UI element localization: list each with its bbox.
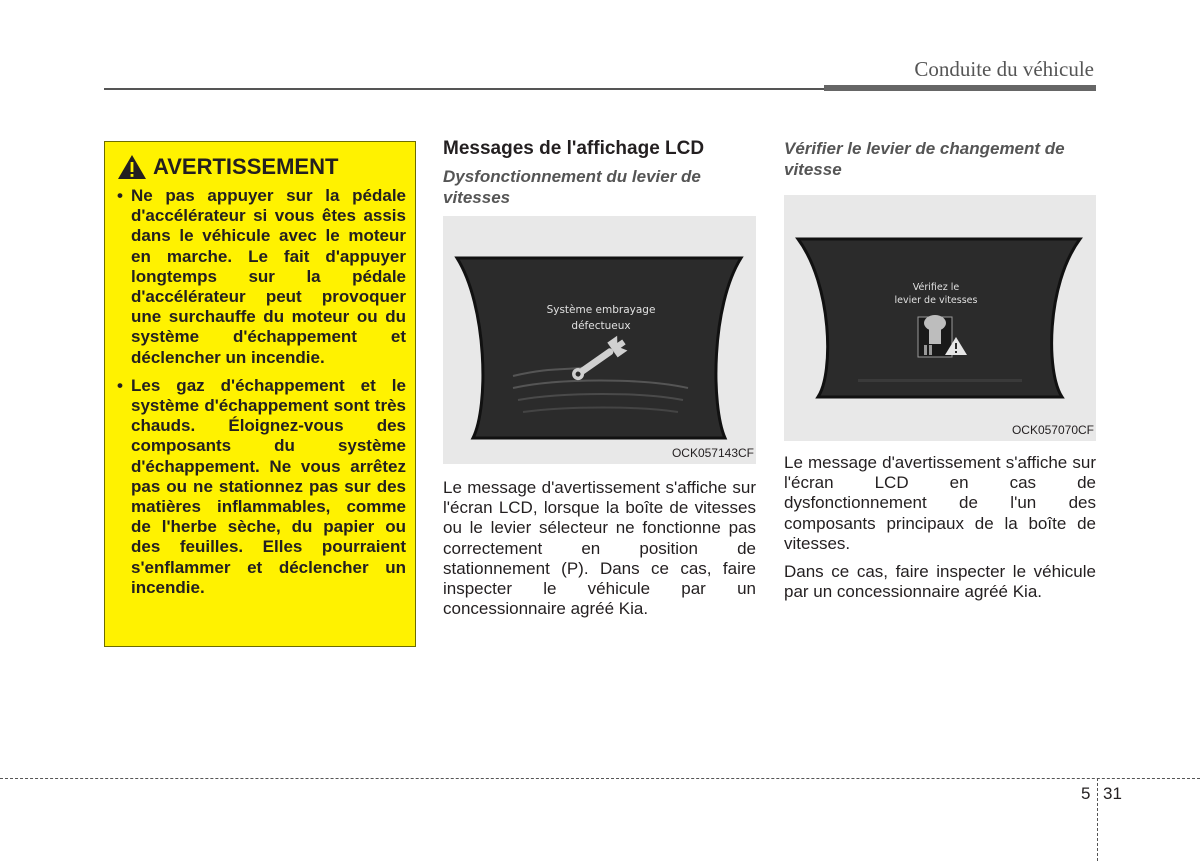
warning-triangle-icon: [117, 154, 147, 180]
middle-column: [443, 138, 756, 627]
lcd-display-illustration: [443, 216, 756, 464]
warning-item: [117, 186, 406, 368]
subtitle-check-shift-lever: Vérifier le levier de changement de vitesse: [784, 139, 1065, 179]
footer-divider: [1097, 778, 1098, 861]
lcd-line-1: Vérifiez le: [912, 282, 960, 293]
footer-rule: [0, 778, 1200, 779]
body-text: Le message d'avertissement s'affiche sur l'écran LCD, lorsque la boîte de vitesses ou le levier sélecteur ne fonctionne pas correctement en position de stationnement (P). Dans ce cas, faire inspecter le véhicule par un concessionnaire agréé Kia.: [443, 478, 756, 619]
figure-caption: OCK057070CF: [1011, 423, 1094, 437]
warning-list: [117, 186, 406, 598]
right-column: [784, 138, 1096, 610]
page-number: 31: [1103, 784, 1122, 803]
lcd-display-illustration: [784, 195, 1096, 441]
figure-caption: OCK057143CF: [671, 446, 754, 460]
header-rule-accent: [824, 85, 1096, 91]
figure-check-lever: [784, 195, 1096, 441]
lcd-line-1: Système embrayage: [546, 304, 656, 316]
figure-clutch-fault: [443, 216, 756, 464]
lcd-line-2: défectueux: [571, 320, 631, 332]
bullet: •: [117, 375, 123, 395]
warning-item-text: Ne pas appuyer sur la pédale d'accélérateur si vous êtes assis dans le véhicule avec le moteur en marche. Le fait d'appuyer longtemps sur la pédale d'accélérateur peut provoquer une surchauffe du moteur ou du système d'échappement et déclencher un incendie.: [131, 186, 406, 367]
body-text: Le message d'avertissement s'affiche sur l'écran LCD en cas de dysfonctionnement de l'un des composants principaux de la boîte de vitesses.: [784, 453, 1096, 553]
header-rule: [104, 88, 824, 90]
warning-item: [117, 376, 406, 598]
warning-item-text: Les gaz d'échappement et le système d'échappement sont très chauds. Éloignez-vous des composants du système d'échappement. Ne vous arrêtez pas ou ne stationnez pas sur des matières inflammables, comme de l'herbe sèche, du papier ou des feuilles. Elles pourraient s'enflammer et déclencher un incendie.: [131, 375, 406, 597]
warning-box: [104, 141, 416, 647]
header-title: Conduite du véhicule: [914, 57, 1094, 81]
subtitle-shift-lever-malfunction: Dysfonctionnement du levier de vitesses: [443, 167, 701, 207]
lcd-line-2: levier de vitesses: [894, 295, 978, 306]
warning-title: AVERTISSEMENT: [153, 154, 339, 179]
warning-header: [117, 154, 406, 180]
section-title: Messages de l'affichage LCD: [443, 138, 705, 159]
bullet: •: [117, 186, 123, 205]
body-text: Dans ce cas, faire inspecter le véhicule par un concessionnaire agréé Kia.: [784, 562, 1096, 602]
chapter-number: 5: [1081, 784, 1091, 803]
